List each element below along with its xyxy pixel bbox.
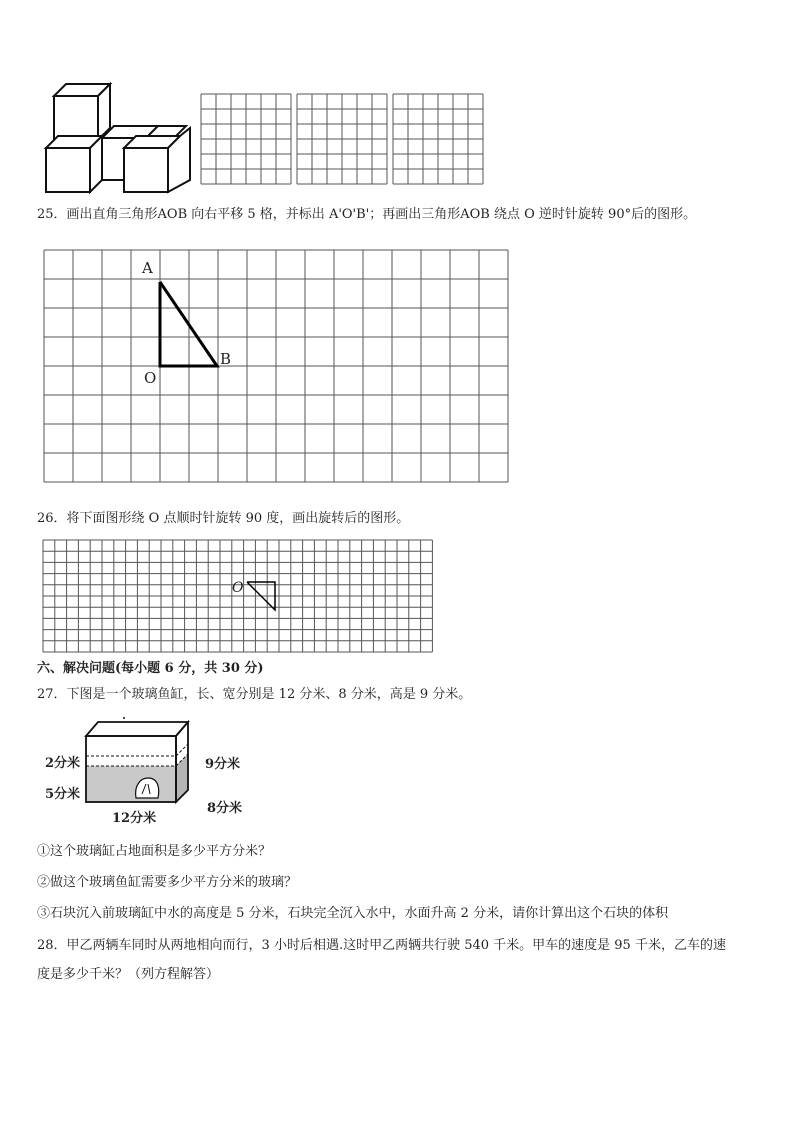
- section-6-heading: 六、解决问题(每小题 6 分，共 30 分): [37, 661, 264, 676]
- label-9dm: 9分米: [205, 757, 241, 772]
- question-28-line-2: 度是多少千米？（列方程解答）: [37, 967, 220, 982]
- question-27-sub-2: ②做这个玻璃鱼缸需要多少平方分米的玻璃？: [37, 875, 298, 890]
- question-27-sub-1: ①这个玻璃缸占地面积是多少平方分米？: [37, 844, 272, 859]
- label-8dm: 8分米: [207, 801, 243, 816]
- label-o-26: O: [232, 580, 244, 596]
- question-27-sub-3: ③石块沉入前玻璃缸中水的高度是 5 分米，石块完全沉入水中，水面升高 2 分米，请你计算出这个石块的体积: [37, 906, 669, 921]
- question-25-text: 25．画出直角三角形AOB 向右平移 5 格，并标出 A'O'B'；再画出三角形AOB 绕点 O 逆时针旋转 90°后的图形。: [37, 207, 697, 222]
- question-28-line-1: 28．甲乙两辆车同时从两地相向而行，3 小时后相遇.这时甲乙两辆共行驶 540 千米。甲车的速度是 95 千米，乙车的速: [37, 938, 726, 953]
- cube-stack-figure: [40, 84, 200, 194]
- label-o: O: [144, 369, 157, 387]
- label-a: A: [142, 259, 153, 277]
- question-27-text: 27．下图是一个玻璃鱼缸，长、宽分别是 12 分米、8 分米，高是 9 分米。: [37, 687, 472, 702]
- label-5dm: 5分米: [45, 787, 81, 802]
- triangle-aob: [150, 270, 230, 370]
- view-grid-3: [392, 93, 486, 185]
- label-2dm: 2分米: [45, 756, 81, 771]
- q25-grid: [43, 249, 509, 483]
- label-b: B: [220, 350, 232, 368]
- view-grid-1: [200, 93, 294, 185]
- q26-figure: [244, 579, 284, 619]
- view-grid-2: [296, 93, 390, 185]
- q26-grid: [42, 539, 432, 653]
- question-26-text: 26．将下面图形绕 O 点顺时针旋转 90 度，画出旋转后的图形。: [37, 511, 410, 526]
- label-12dm: 12分米: [112, 811, 157, 826]
